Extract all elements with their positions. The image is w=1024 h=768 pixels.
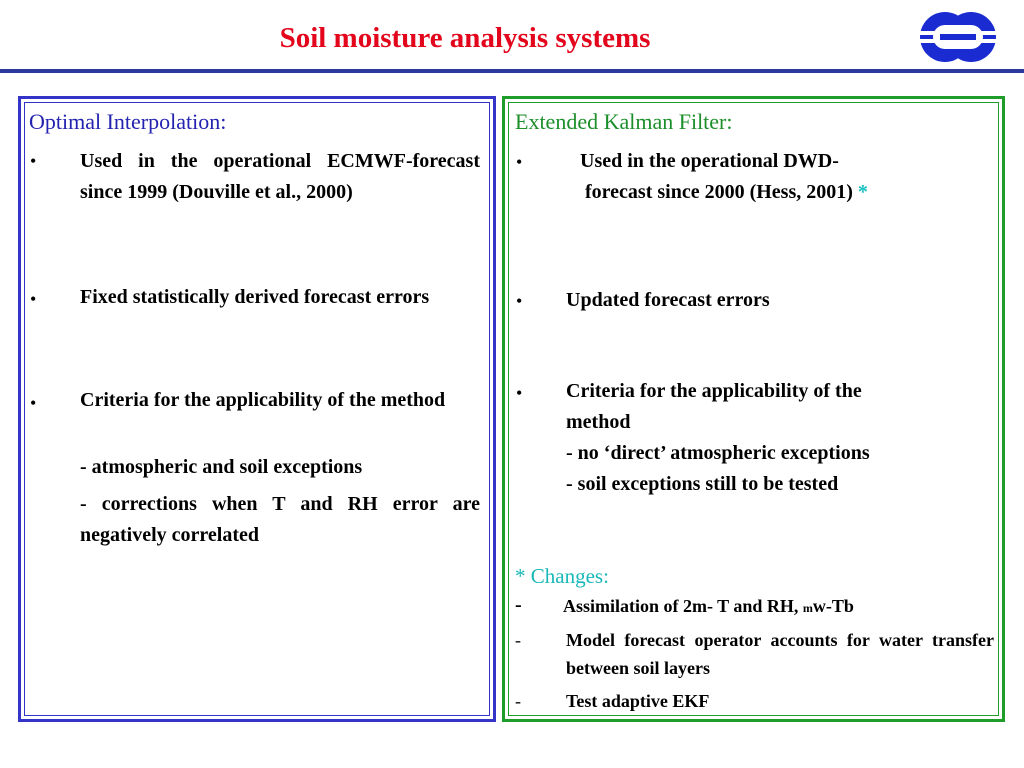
left-item-errors: Fixed statistically derived forecast errors bbox=[80, 286, 430, 308]
left-bullet-1: • bbox=[30, 151, 37, 171]
changes-heading: * Changes: bbox=[515, 564, 609, 588]
left-item-operational: Used in the operational ECMWF-forecast since 1999 (Douville et al., 2000) bbox=[80, 150, 480, 203]
change-item-model-operator: Model forecast operator accounts for water transfer between soil layers bbox=[566, 630, 994, 678]
right-panel-heading: Extended Kalman Filter: bbox=[515, 109, 733, 134]
right-subitem-soil: - soil exceptions still to be tested bbox=[566, 473, 839, 495]
header-rule bbox=[0, 69, 1024, 73]
right-item-criteria-line2: method bbox=[566, 411, 631, 433]
right-item-operational-line1: Used in the operational DWD- bbox=[580, 150, 839, 172]
change-dash-3: - bbox=[515, 691, 521, 711]
left-bullet-2: • bbox=[30, 289, 37, 309]
right-subitem-no-direct: - no ‘direct’ atmospheric exceptions bbox=[566, 442, 870, 464]
slide-title: Soil moisture analysis systems bbox=[279, 22, 651, 54]
ecmwf-logo-icon bbox=[918, 10, 998, 64]
change-dash-1: - bbox=[515, 594, 522, 616]
changes-marker-star: * bbox=[857, 181, 868, 203]
right-item-operational-text: forecast since 2000 (Hess, 2001) bbox=[585, 181, 853, 203]
change-item-assimilation-b: w-Tb bbox=[812, 596, 854, 616]
right-item-criteria-line1: Criteria for the applicability of the bbox=[566, 380, 862, 402]
right-bullet-2: • bbox=[516, 291, 523, 311]
right-bullet-3: • bbox=[516, 383, 523, 403]
change-item-assimilation-m: m bbox=[802, 601, 813, 615]
change-item-adaptive-ekf: Test adaptive EKF bbox=[566, 691, 710, 711]
change-dash-2: - bbox=[515, 630, 521, 650]
change-item-assimilation-a: Assimilation of 2m- T and RH, bbox=[563, 596, 803, 616]
left-subitem-corrections: - corrections when T and RH error are negatively correlated bbox=[80, 493, 480, 546]
left-panel-heading: Optimal Interpolation: bbox=[29, 109, 227, 134]
right-item-errors: Updated forecast errors bbox=[566, 289, 770, 311]
left-bullet-3: • bbox=[30, 393, 37, 413]
right-item-operational-line2 bbox=[585, 177, 868, 208]
left-subitem-exceptions: - atmospheric and soil exceptions bbox=[80, 456, 363, 478]
left-item-criteria: Criteria for the applicability of the method bbox=[80, 389, 446, 411]
change-item-assimilation bbox=[563, 592, 854, 622]
right-bullet-1: • bbox=[516, 152, 523, 172]
